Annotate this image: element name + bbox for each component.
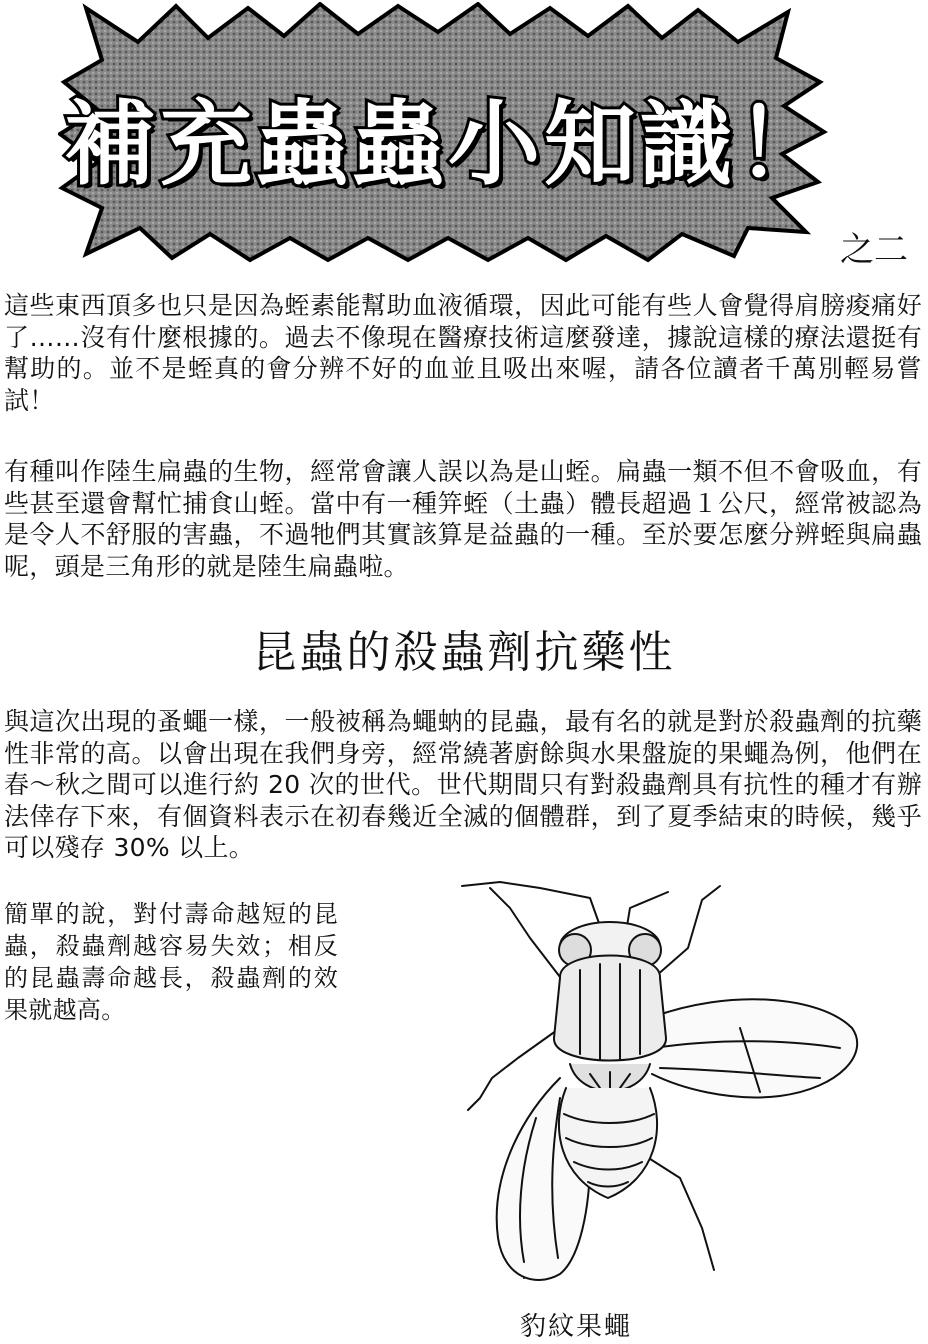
part-label: 之二 xyxy=(840,230,908,270)
paragraph-insecticide-resistance: 與這次出現的蚤蠅一樣，一般被稱為蠅蚋的昆蟲，最有名的就是對於殺蟲劑的抗藥性非常的高。以會出現在我們身旁，經常繞著廚餘與水果盤旋的果蠅為例，他們在春～秋之間可以進行約 20 次的世代。世代期間只有對殺蟲劑具有抗性的種才有辦法倖存下來，有個資料表示在初春幾近全滅的個體群，到了夏季結束的時候，幾乎可以殘存 30% 以上。 xyxy=(4,707,922,862)
paragraph-leech-therapy: 這些東西頂多也只是因為蛭素能幫助血液循環，因此可能有些人會覺得肩膀痠痛好了……沒有什麼根據的。過去不像現在醫療技術這麼發達，據說這樣的療法還挺有幫助的。並不是蛭真的會分辨不好的血並且吸出來喔，請各位讀者千萬別輕易嘗試！ xyxy=(4,291,922,415)
page-title: 補充蟲蟲小知識！ xyxy=(64,91,833,198)
title-banner xyxy=(58,2,833,264)
fruit-fly-illustration xyxy=(440,878,870,1298)
paragraph-land-planarian: 有種叫作陸生扁蟲的生物，經常會讓人誤以為是山蛭。扁蟲一類不但不會吸血，有些甚至還會幫忙捕食山蛭。當中有一種笄蛭（土蟲）體長超過１公尺，經常被認為是令人不舒服的害蟲，不過牠們其實該算是益蟲的一種。至於要怎麼分辨蛭與扁蟲呢，頭是三角形的就是陸生扁蟲啦。 xyxy=(4,457,922,581)
section-heading: 昆蟲的殺蟲劑抗藥性 xyxy=(252,627,676,678)
figure-caption: 豹紋果蠅 xyxy=(520,1312,633,1342)
paragraph-summary: 簡單的說，對付壽命越短的昆蟲，殺蟲劑越容易失效；相反的昆蟲壽命越長，殺蟲劑的效果就越高。 xyxy=(4,900,338,1024)
